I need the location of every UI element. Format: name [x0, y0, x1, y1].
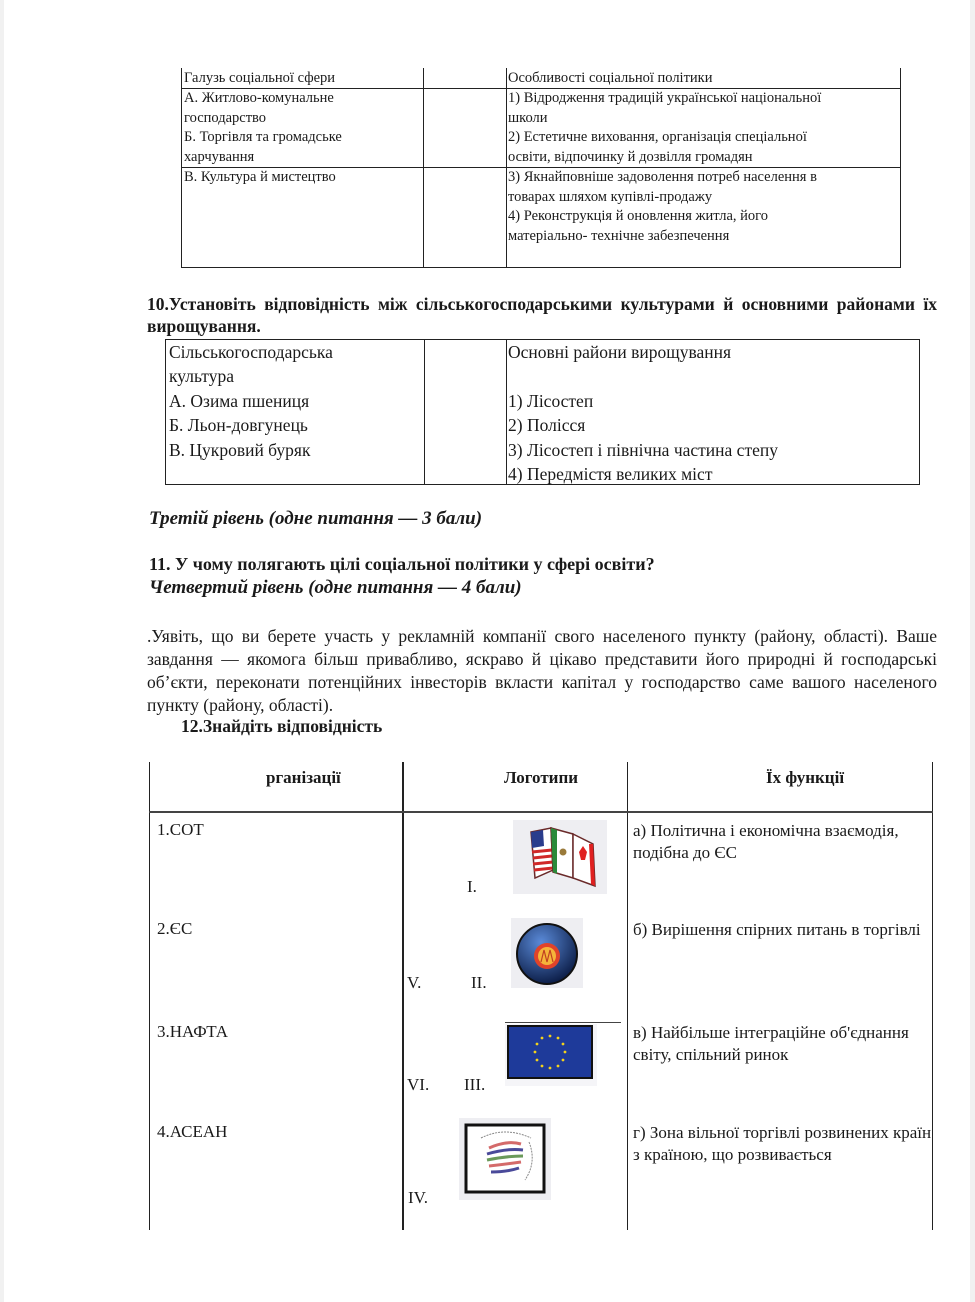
table-border — [506, 68, 507, 268]
table-border — [149, 811, 933, 813]
question-12-title: 12.Знайдіть відповідність — [181, 716, 383, 736]
org-nafta: 3.НАФТА — [157, 1022, 229, 1041]
text-line: А. Озима пшениця — [169, 390, 310, 411]
table-cell-sphere-a-b — [184, 89, 342, 167]
table-cell-features-3-4 — [508, 168, 817, 246]
question-10-title: 10.Установіть відповідність між сільськогосподарськими культурами й основними районами їх вирощування. — [147, 294, 937, 336]
table-border — [506, 340, 507, 484]
column-header: Основні райони вирощування — [508, 342, 732, 362]
text-line: Б. Торгівля та громадське — [184, 129, 342, 146]
table-border — [627, 762, 628, 1230]
table-header-sphere: Галузь соціальної сфери — [184, 70, 336, 86]
regions-column — [508, 340, 778, 486]
text-line: 2) Полісся — [508, 415, 586, 436]
logo-divider — [505, 1022, 621, 1023]
function-b: б) Вирішення спірних питань в торгівлі — [633, 920, 921, 939]
header-organizations: рганізації — [266, 768, 341, 787]
table-border — [424, 340, 425, 484]
logo-label-iv: IV. — [408, 1188, 428, 1207]
table-border — [181, 267, 901, 268]
text-line: школи — [508, 109, 548, 126]
table-border — [402, 762, 404, 1230]
table-header-features: Особливості соціальної політики — [508, 70, 713, 86]
social-sphere-table — [181, 68, 901, 268]
text-line: А. Житлово-комунальне — [184, 90, 334, 106]
text-line: 2) Естетичне виховання, організація спеціальної — [508, 129, 807, 146]
text-line: Б. Льон-довгунець — [169, 415, 308, 436]
table-cell-sphere-v — [184, 168, 336, 188]
table-border — [181, 68, 182, 268]
logo-label-v: V. — [407, 973, 422, 992]
text-line: 4) Реконструкція й оновлення житла, його — [508, 208, 769, 225]
nafta-flags-logo — [513, 820, 607, 894]
table-border — [149, 762, 150, 1230]
level-3-heading: Третій рівень (одне питання — 3 бали) — [149, 508, 483, 529]
level-4-heading: Четвертий рівень (одне питання — 4 бали) — [149, 577, 522, 598]
text-line: 3) Якнайповніше задоволення потреб населення в — [508, 169, 817, 185]
asean-emblem-logo — [511, 918, 583, 988]
function-g: г) Зона вільної торгівлі розвинених країн з країною, що розвивається — [633, 1123, 932, 1164]
question-11: 11. У чому полягають цілі соціальної політики у сфері освіти? — [149, 554, 655, 574]
text-line: освіти, відпочинку й дозвілля громадян — [508, 148, 753, 165]
org-asean: 4.АСЕАН — [157, 1122, 228, 1141]
function-a: а) Політична і економічна взаємодія, подібна до ЄС — [633, 821, 899, 862]
text-line: 4) Передмістя великих міст — [508, 464, 713, 485]
text-line: В. Культура й мистецтво — [184, 169, 336, 185]
logo-label-i: I. — [467, 877, 477, 896]
text-line: культура — [169, 366, 234, 387]
crops-column — [169, 340, 333, 462]
text-line: Сільськогосподарська — [169, 342, 333, 362]
task-paragraph: .Уявіть, що ви берете участь у рекламній компанії свого населеного пункту (району, області). Ваше завдання — якомога більш привабливо, яскраво й цікаво представити його природні й господарські об’єкти, переконати потенційних інвесторів вкласти капітал у господарство саме вашого населеного пункту (району, області). — [147, 626, 937, 715]
table-cell-features-1-2 — [508, 89, 821, 167]
logo-label-vi: VI. — [407, 1075, 430, 1094]
text-line: В. Цукровий буряк — [169, 439, 311, 460]
crops-table — [165, 339, 920, 485]
table-border — [423, 68, 424, 268]
org-wto: 1.СОТ — [157, 820, 204, 839]
header-logos: Логотипи — [504, 768, 579, 787]
wto-logo — [459, 1118, 551, 1200]
text-line: господарство — [184, 109, 267, 126]
text-line: 1) Лісостеп — [508, 390, 594, 411]
logo-label-iii: III. — [464, 1075, 486, 1094]
organizations-table — [149, 762, 933, 1230]
text-line: харчування — [184, 148, 255, 165]
eu-flag-logo — [505, 1024, 597, 1086]
function-v: в) Найбільше інтеграційне об'єднання світу, спільний ринок — [633, 1023, 909, 1064]
logo-label-ii: II. — [471, 973, 487, 992]
header-functions: Їх функції — [766, 768, 845, 787]
text-line: 3) Лісостеп і північна частина степу — [508, 439, 778, 460]
text-line: товарах шляхом купівлі-продажу — [508, 188, 713, 205]
table-border — [900, 68, 901, 268]
text-line: матеріально- технічне забезпечення — [508, 227, 730, 244]
text-line: 1) Відродження традицій української національної — [508, 90, 822, 106]
org-eu: 2.ЄС — [157, 919, 193, 938]
document-page — [4, 0, 970, 1302]
